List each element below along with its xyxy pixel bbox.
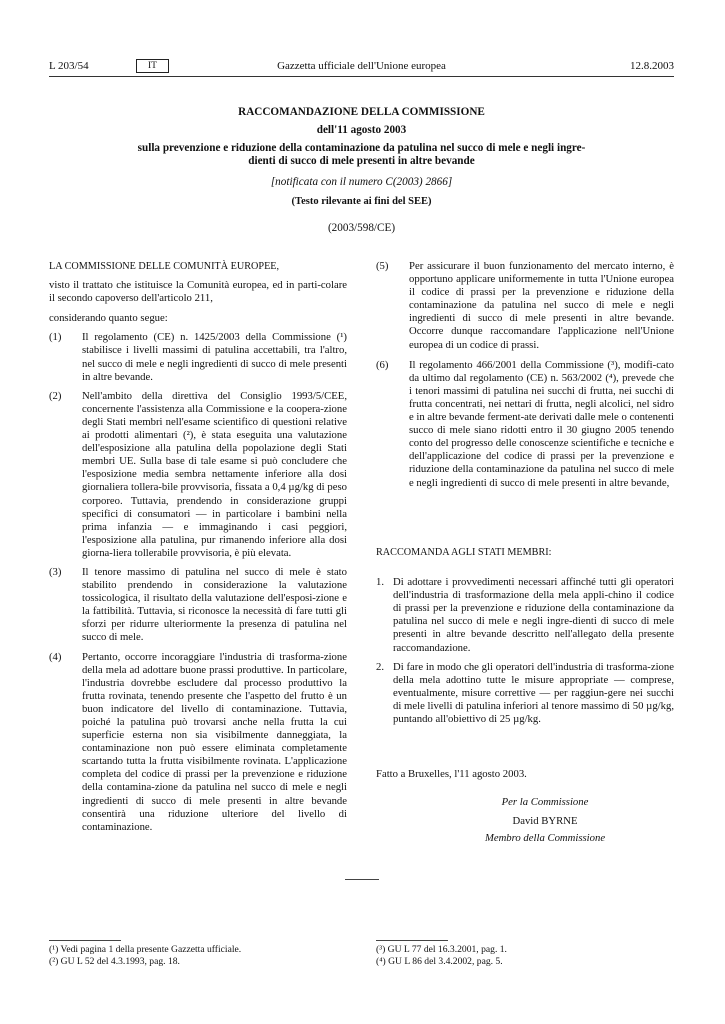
footnote-3: (³) GU L 77 del 16.3.2001, pag. 1. — [376, 944, 507, 955]
recommendation-item-2 — [376, 661, 674, 726]
recital-number: (3) — [49, 565, 62, 578]
footnotes-right — [376, 944, 674, 968]
document-subject-line2: dienti di succo di mele presenti in altre bevande — [248, 155, 475, 167]
journal-title: Gazzetta ufficiale dell'Unione europea — [277, 60, 446, 72]
recital-number: (5) — [376, 260, 389, 272]
left-column — [49, 260, 347, 834]
visto-paragraph: visto il trattato che istituisce la Comunità europea, ed in parti-colare il secondo capoverso dell'articolo 211, — [49, 279, 347, 305]
recital-text: Nell'ambito della direttiva del Consiglio 1993/5/CEE, concernente l'assistenza alla Commissione e la coopera-zione degli Stati membri nell'esame scientifico di questioni relative ai prodotti alimentari (²), è stata eseguita una valutazione dell'esposizione alla patulina della popolazione degli Stati membri UE. Sulla base di tale esame si può concludere che l'esposizione media sembra nettamente inferiore alla dosi giornaliera tollera-bile provvisoria, fissata a 0,4 µg/kg di peso corporeo. Tuttavia, prendendo in considerazione gruppi specifici di consumatori — in particolare i bambini nella prima infanzia — e immaginando i casi peggiori, l'esposizione alla patulina, pur rimanendo inferiore alla dosi giorna-liera tollerabile provvisoria, è più elevata. — [82, 389, 347, 559]
notification-number: [notificata con il numero C(2003) 2866] — [270, 176, 453, 188]
recital-number: (2) — [49, 389, 62, 402]
item-number: 2. — [376, 660, 385, 673]
right-column — [376, 260, 674, 490]
recommendation-section — [376, 546, 674, 726]
signature-for: Per la Commissione — [501, 796, 589, 808]
commission-heading: LA COMMISSIONE DELLE COMUNITÀ EUROPEE, — [49, 261, 280, 272]
recital-number: (1) — [49, 331, 62, 344]
header-rule — [49, 76, 674, 77]
eea-relevance: (Testo rilevante ai fini del SEE) — [291, 196, 432, 207]
document-date: dell'11 agosto 2003 — [316, 124, 407, 136]
item-text: Di fare in modo che gli operatori dell'industria di trasforma-zione della mela adottino tutte le misure appropriate — comprese, eventualmente, misure correttive — per raggiun-gere nei succhi di mele livelli di patulina inferiori al tenore massimo di 50 µg/kg, puntando all'obiettivo di 25 µg/kg. — [393, 660, 674, 726]
recital-number: (6) — [376, 358, 389, 371]
end-rule — [345, 879, 379, 880]
recital-text: Il regolamento (CE) n. 1425/2003 della Commissione (¹) stabilisce i livelli massimi di patulina accettabili, tra l'altro, nel succo di mele e negli ingredienti di succo di mele presenti in altre bevande. — [82, 331, 347, 383]
page-reference: L 203/54 — [49, 60, 89, 72]
header-date: 12.8.2003 — [630, 60, 674, 72]
recital-2 — [49, 390, 347, 560]
recital-text: Il regolamento 466/2001 della Commissione (³), modifi-cato da ultimo dal regolamento (CE) n. 563/2002 (⁴), prevede che i tenori massimi di patulina nei succhi di frutta, nei succhi di frutta concentrati, nei nettari di frutta, negli alcolici, nel sidro e in altre bevande ferment-ate derivati dalle mele o contenenti succo di mele siano ridotti entro il 30 giugno 2005 tenendo conto del progresso delle conoscenze scientifiche e tecniche e dell'applicazione del codice di prassi per la prevenzione e riduzione della contaminazione da patulina nel succo di mele e negli ingredienti di succo di mele presenti in altre bevande, — [409, 358, 674, 489]
footnote-1: (¹) Vedi pagina 1 della presente Gazzetta ufficiale. — [49, 944, 242, 955]
item-text: Di adottare i provvedimenti necessari affinché tutti gli operatori dell'industria di trasformazione della mela appli-chino il codice di prassi per la prevenzione e riduzione della contaminazione da patulina nel succo di mele e negli ingre-dienti di succo di mele presenti in altre bevande descritto nell'allegato della presente raccomandazione. — [393, 576, 674, 654]
footnote-2: (²) GU L 52 del 4.3.1993, pag. 18. — [49, 956, 180, 967]
item-number: 1. — [376, 576, 385, 589]
document-title: RACCOMANDAZIONE DELLA COMMISSIONE — [238, 106, 485, 118]
signatory-name: David BYRNE — [512, 815, 578, 827]
footnote-rule-left — [49, 940, 121, 941]
closing-place-date: Fatto a Bruxelles, l'11 agosto 2003. — [376, 768, 527, 780]
considerando-paragraph: considerando quanto segue: — [49, 312, 168, 325]
footnote-4: (⁴) GU L 86 del 3.4.2002, pag. 5. — [376, 956, 503, 967]
recital-3 — [49, 566, 347, 645]
recital-text: Il tenore massimo di patulina nel succo di mele è stato stabilito prendendo in considerazione la valutazione tossicologica, il risultato della valutazione dell'esposi-zione e la fattibilità. Tuttavia, si riconosce la necessità di fare tutti gli sforzi per ridurre ulteriormente la presenza di patulina nel succo di mele. — [82, 565, 347, 644]
signatory-role: Membro della Commissione — [484, 832, 606, 844]
document-subject-line1: sulla prevenzione e riduzione della contaminazione da patulina nel succo di mele e negli ingre- — [137, 142, 586, 154]
footnotes-left — [49, 944, 347, 968]
recital-4 — [49, 651, 347, 834]
footnote-rule-right — [376, 940, 448, 941]
language-badge: IT — [136, 59, 169, 73]
recital-number: (4) — [49, 650, 62, 663]
recital-text: Pertanto, occorre incoraggiare l'industria di trasforma-zione della mela ad adottare buone prassi produttive. In particolare, l'industria dovrebbe escludere dal processo produttivo la frutta rovinata, tenendo presente che l'aspetto del frutto è un buon indicatore del livello di contaminazione. Tuttavia, poiché la patulina può trovarsi anche nella frutta la cui superficie esterna non sia visibilmente danneggiata, la contaminazione non può essere eliminata completamente scartando tutta la frutta visibilmente rovinata. L'applicazione completa del codice di prassi per la prevenzione e riduzione della contamina-zione da patulina nel succo di mele e negli ingredienti di succo di mele presenti in altre bevande consentirà una riduzione ulteriore del livello di contaminazione. — [82, 650, 347, 833]
recital-6 — [376, 359, 674, 490]
recommendation-item-1 — [376, 576, 674, 655]
running-header — [49, 58, 674, 76]
recital-text: Per assicurare il buon funzionamento del mercato interno, è opportuno applicare uniformemente in tutta l'Unione europea il codice di prassi per la prevenzione e riduzione della contaminazione da patulina nel succo di mele e negli ingredienti di succo di mele presenti in altre bevande. Occorre dunque raccomandare l'applicazione nell'Unione europea di un codice di prassi. — [409, 260, 674, 351]
recital-5 — [376, 260, 674, 352]
act-number: (2003/598/CE) — [327, 222, 396, 234]
recital-1 — [49, 331, 347, 383]
raccomanda-heading: RACCOMANDA AGLI STATI MEMBRI: — [376, 547, 552, 558]
